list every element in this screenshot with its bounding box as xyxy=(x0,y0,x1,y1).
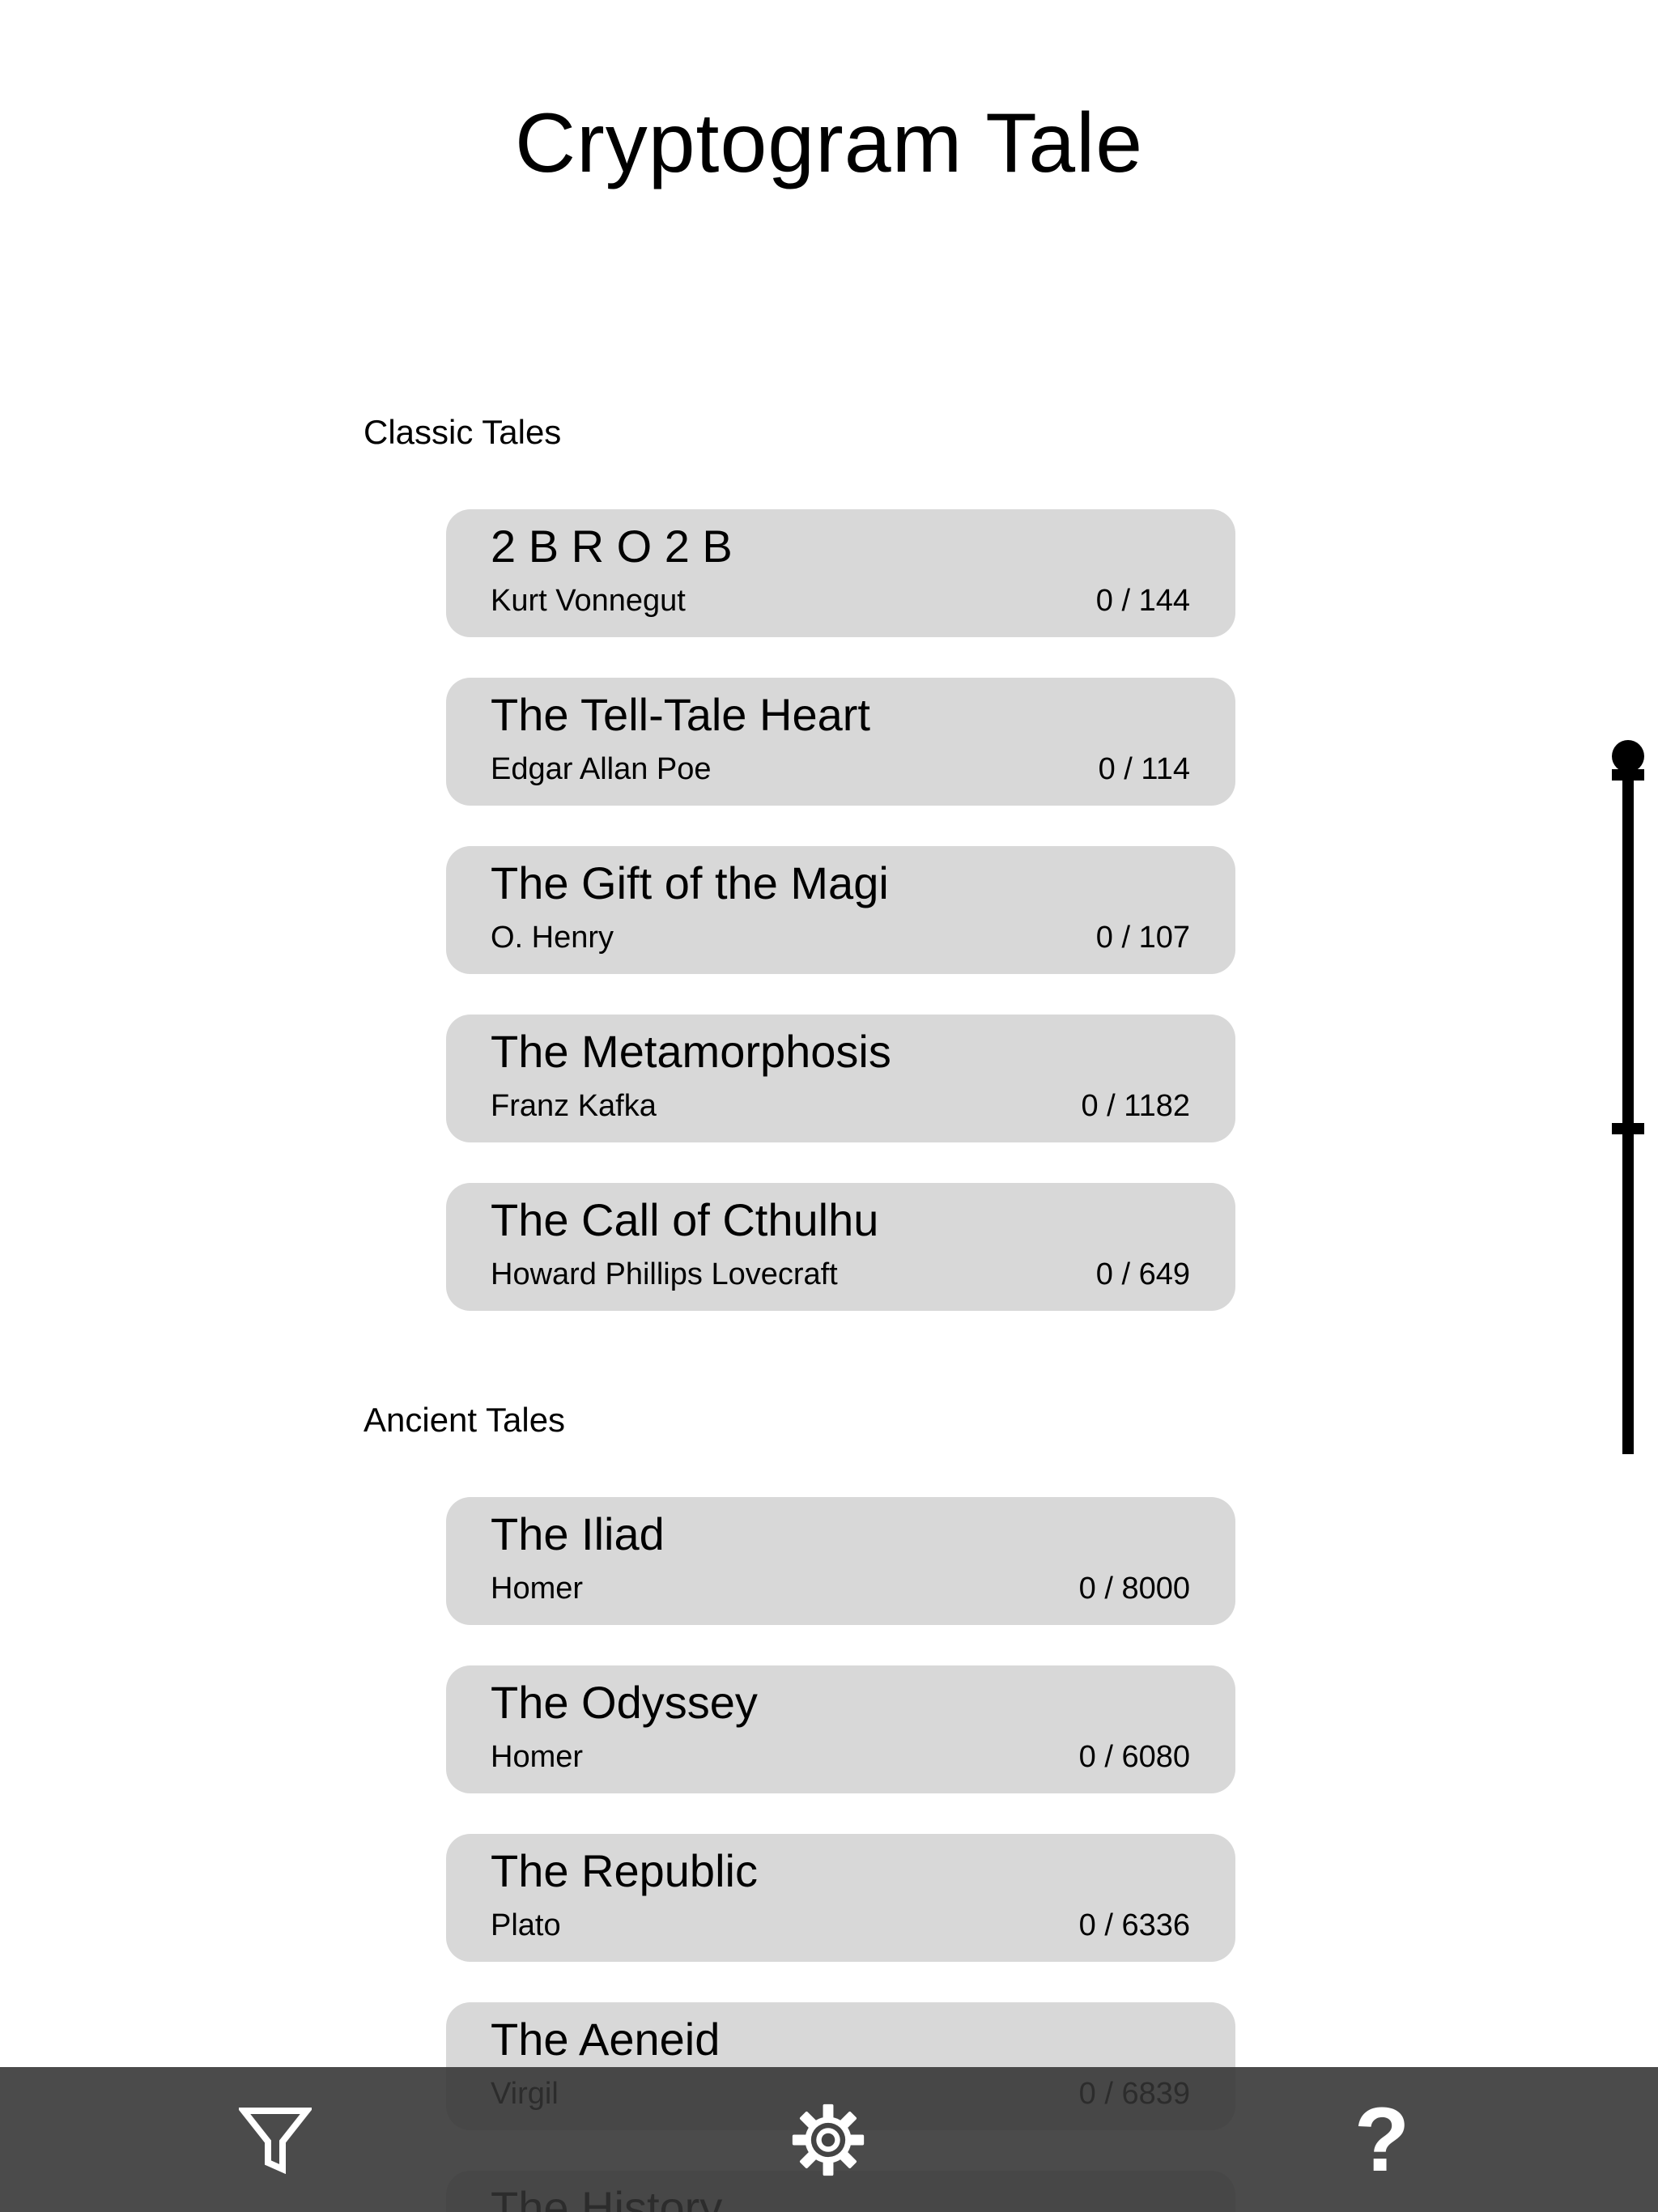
tale-author: Plato xyxy=(491,1908,561,1942)
tale-author: Franz Kafka xyxy=(491,1089,657,1123)
tale-title: The Gift of the Magi xyxy=(491,857,889,908)
tale-title: The Aeneid xyxy=(491,2014,721,2065)
tale-author: O. Henry xyxy=(491,921,614,955)
tale-author: Edgar Allan Poe xyxy=(491,752,712,786)
tale-author: Howard Phillips Lovecraft xyxy=(491,1257,838,1291)
tale-progress: 0 / 8000 xyxy=(1078,1572,1190,1606)
tale-title: The Metamorphosis xyxy=(491,1026,891,1077)
bottom-toolbar xyxy=(0,2067,1658,2212)
section-header-classic-tales: Classic Tales xyxy=(363,413,562,451)
tale-card-iliad[interactable] xyxy=(446,1497,1235,1625)
tale-title: The Iliad xyxy=(491,1508,665,1559)
tale-card-republic[interactable] xyxy=(446,1834,1235,1962)
scroll-thumb[interactable] xyxy=(1612,740,1644,772)
tale-progress: 0 / 6080 xyxy=(1078,1740,1190,1774)
section-header-ancient-tales: Ancient Tales xyxy=(363,1401,566,1439)
tale-progress: 0 / 144 xyxy=(1095,584,1190,618)
tale-card-odyssey[interactable] xyxy=(446,1665,1235,1793)
tale-author: Homer xyxy=(491,1572,584,1606)
tale-card-call-of-cthulhu[interactable] xyxy=(446,1183,1235,1311)
settings-button[interactable] xyxy=(763,2067,893,2212)
tale-title: The Odyssey xyxy=(491,1677,758,1728)
app-title: Cryptogram Tale xyxy=(514,96,1144,190)
tale-progress: 0 / 1182 xyxy=(1081,1089,1190,1123)
scroll-indicator[interactable] xyxy=(1622,761,1634,1454)
help-icon: ? xyxy=(1354,2088,1410,2190)
tale-card-tell-tale-heart[interactable] xyxy=(446,678,1235,806)
tale-progress: 0 / 107 xyxy=(1095,921,1190,955)
tale-title: The Tell-Tale Heart xyxy=(491,689,870,740)
filter-button[interactable] xyxy=(210,2067,340,2212)
tale-title: The Republic xyxy=(491,1845,758,1896)
scroll-section-marker[interactable] xyxy=(1612,1123,1644,1134)
gear-icon xyxy=(791,2103,865,2177)
tale-progress: 0 / 114 xyxy=(1098,752,1190,786)
tale-progress: 0 / 6336 xyxy=(1078,1908,1190,1942)
tale-card-2b-r-o-2b[interactable] xyxy=(446,509,1235,637)
filter-icon xyxy=(239,2106,312,2174)
tale-progress: 0 / 649 xyxy=(1095,1257,1190,1291)
tale-author: Kurt Vonnegut xyxy=(491,584,686,618)
scroll-section-marker[interactable] xyxy=(1612,769,1644,781)
tale-card-gift-of-the-magi[interactable] xyxy=(446,846,1235,974)
tale-author: Homer xyxy=(491,1740,584,1774)
tale-title: 2 B R O 2 B xyxy=(491,521,733,572)
help-button[interactable] xyxy=(1317,2067,1447,2212)
tale-card-metamorphosis[interactable] xyxy=(446,1015,1235,1142)
tale-title: The Call of Cthulhu xyxy=(491,1194,879,1245)
